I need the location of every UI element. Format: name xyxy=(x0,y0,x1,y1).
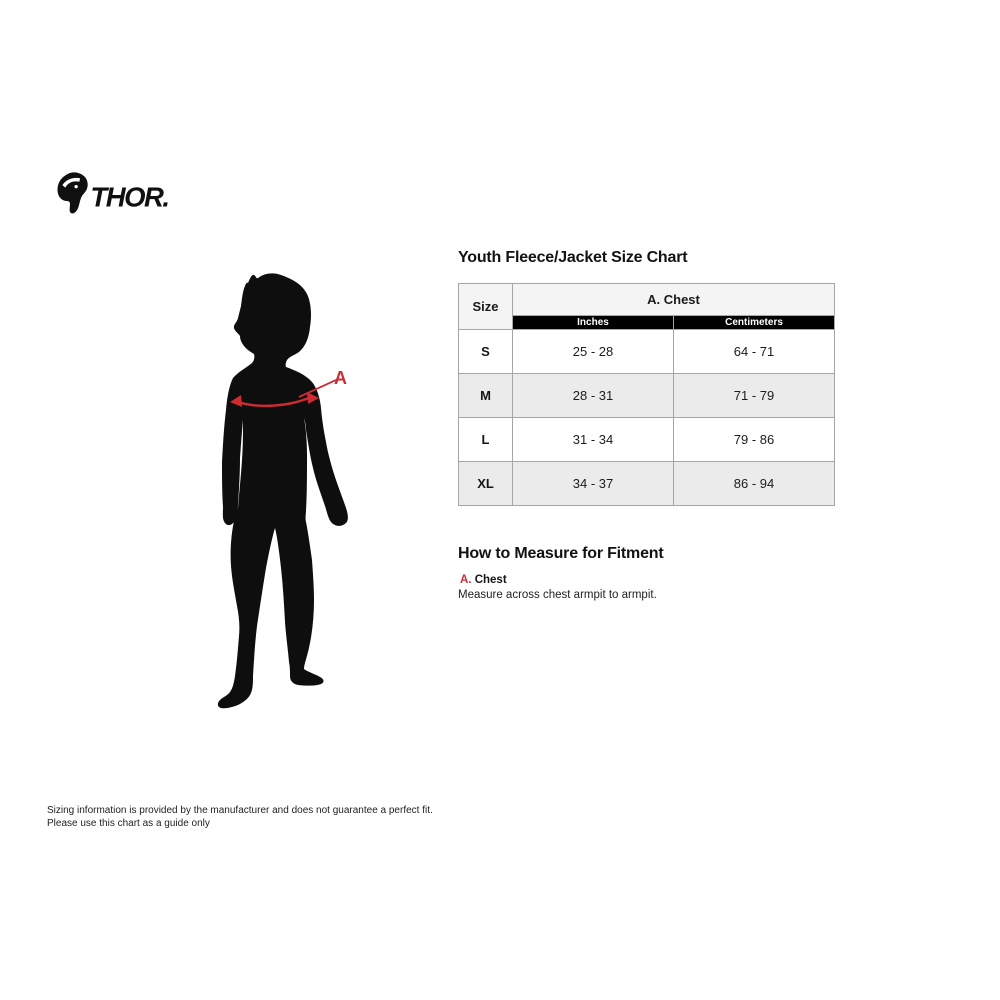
column-header-centimeters: Centimeters xyxy=(674,316,835,330)
thor-logo xyxy=(55,170,171,216)
inches-value: 34 - 37 xyxy=(513,462,674,506)
thor-wordmark: THOR. xyxy=(90,181,169,213)
centimeters-value: 64 - 71 xyxy=(674,330,835,374)
size-chart-table xyxy=(458,283,835,506)
centimeters-value: 86 - 94 xyxy=(674,462,835,506)
child-silhouette xyxy=(218,273,348,708)
sizing-disclaimer xyxy=(47,804,447,830)
column-header-chest: A. Chest xyxy=(513,284,835,316)
inches-value: 31 - 34 xyxy=(513,418,674,462)
size-chart-title: Youth Fleece/Jacket Size Chart xyxy=(458,249,688,266)
size-label: M xyxy=(459,374,513,418)
inches-value: 28 - 31 xyxy=(513,374,674,418)
measure-section-heading: How to Measure for Fitment xyxy=(458,545,664,562)
thor-logo-svg xyxy=(55,170,171,216)
disclaimer-line-2: Please use this chart as a guide only xyxy=(47,818,210,829)
fitment-figure xyxy=(180,270,400,720)
column-header-size: Size xyxy=(459,284,513,330)
measure-key-letter: A. xyxy=(460,574,472,586)
fitment-figure-svg xyxy=(180,270,400,720)
table-row-xl xyxy=(459,462,835,506)
size-label: XL xyxy=(459,462,513,506)
measure-item-key xyxy=(460,574,507,586)
table-row-m xyxy=(459,374,835,418)
table-row-l xyxy=(459,418,835,462)
table-row-s xyxy=(459,330,835,374)
centimeters-value: 79 - 86 xyxy=(674,418,835,462)
column-header-inches: Inches xyxy=(513,316,674,330)
disclaimer-line-1: Sizing information is provided by the manufacturer and does not guarantee a perfect fit. xyxy=(47,805,433,816)
size-label: S xyxy=(459,330,513,374)
measure-item-description: Measure across chest armpit to armpit. xyxy=(458,589,657,601)
measure-key-name: Chest xyxy=(474,574,507,586)
measurement-label-a: A xyxy=(334,368,347,388)
thor-goat-icon xyxy=(58,172,88,213)
size-label: L xyxy=(459,418,513,462)
inches-value: 25 - 28 xyxy=(513,330,674,374)
centimeters-value: 71 - 79 xyxy=(674,374,835,418)
